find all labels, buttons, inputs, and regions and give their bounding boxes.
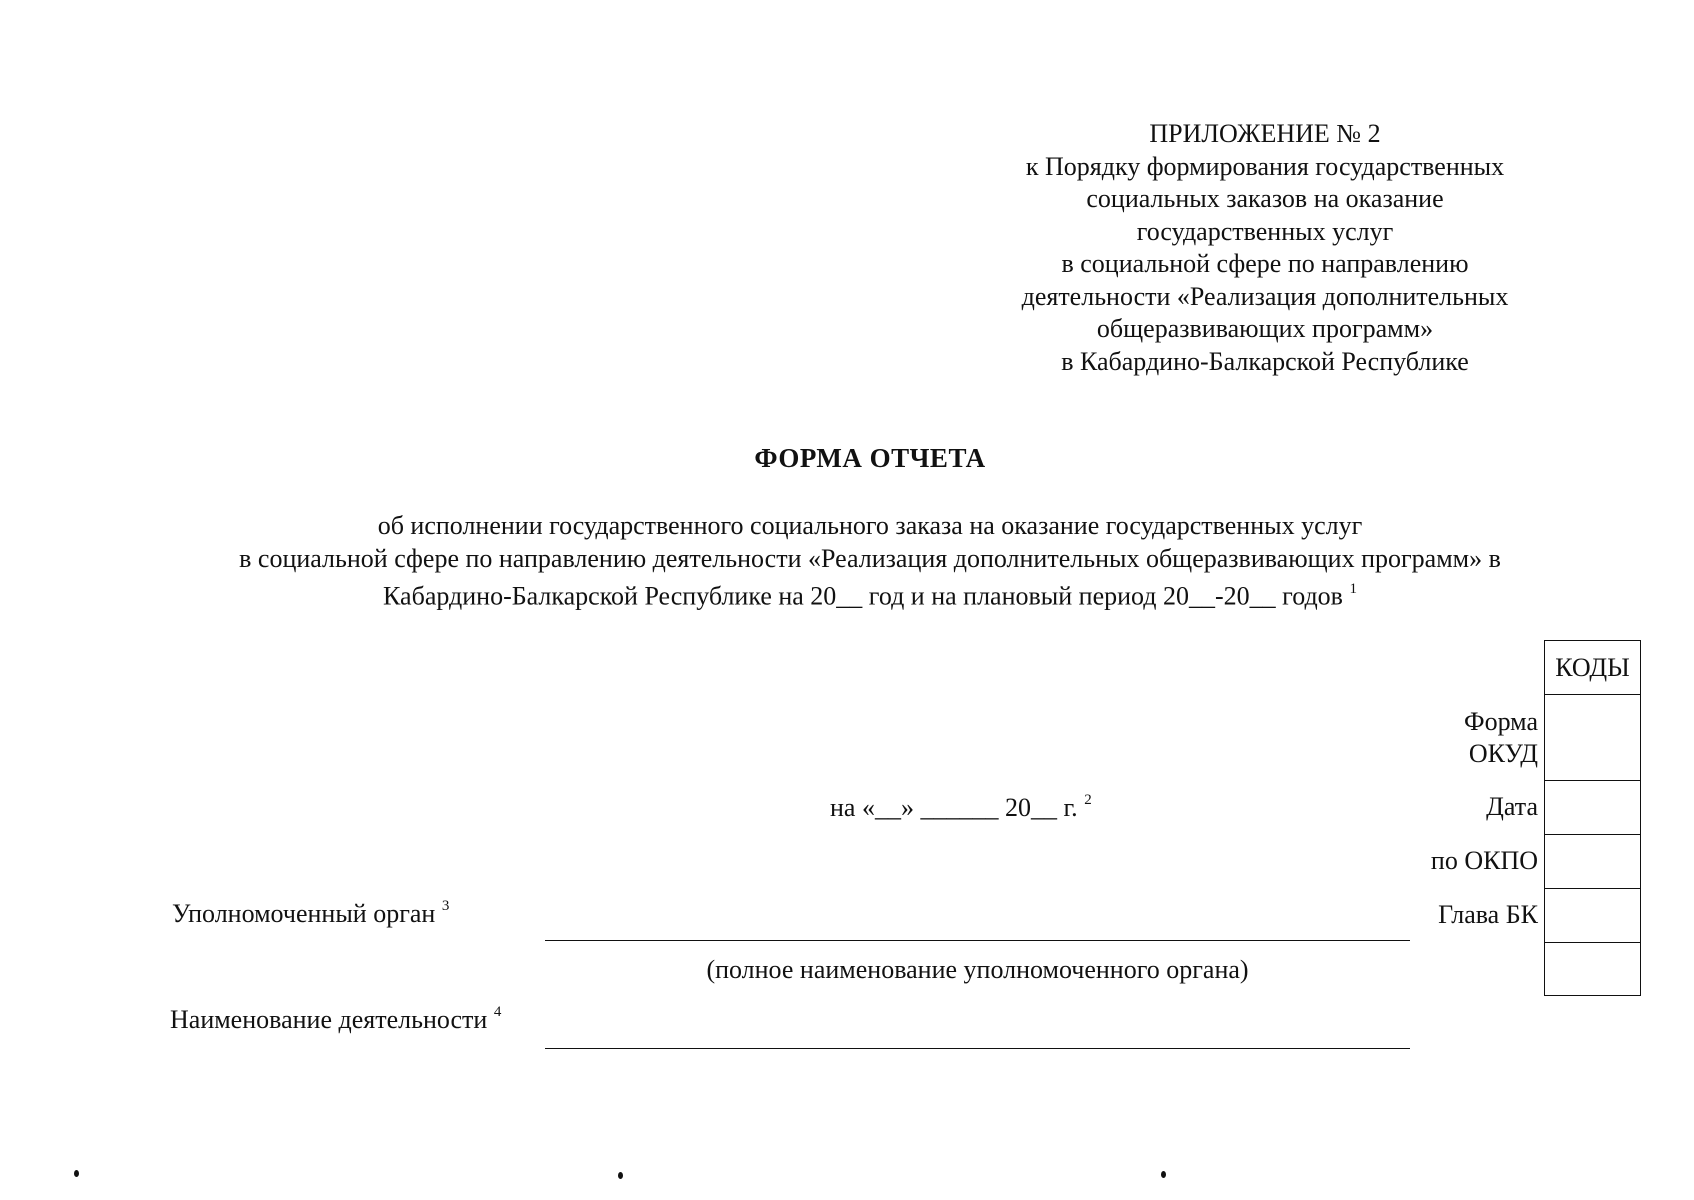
authorized-body-field[interactable]: [545, 940, 1410, 941]
authorized-body-label-text: Уполномоченный орган: [172, 899, 436, 928]
footnote-marker: 3: [441, 898, 450, 915]
codes-table: [1544, 640, 1641, 996]
code-label-okpo: по ОКПО: [1430, 846, 1538, 875]
code-label-okud-line2: ОКУД: [1468, 739, 1538, 768]
subtitle-line-1: об исполнении государственного социального заказа на оказание государственных услуг: [377, 511, 1363, 540]
footnote-marker: 2: [1084, 792, 1092, 809]
appendix-line: к Порядку формирования государственных: [1025, 151, 1505, 181]
activity-field[interactable]: [545, 1048, 1410, 1049]
code-cell-date[interactable]: [1545, 780, 1640, 834]
report-date-text: на «__» ______ 20__ г.: [830, 793, 1078, 822]
scan-dot: [1161, 1171, 1166, 1178]
code-label-okud-line1: Форма: [1464, 707, 1538, 736]
code-cell-okpo[interactable]: [1545, 834, 1640, 888]
code-cell-bk[interactable]: [1545, 888, 1640, 942]
footnote-marker: 4: [493, 1004, 502, 1021]
appendix-line: государственных услуг: [1136, 216, 1394, 246]
activity-label-text: Наименование деятельности: [170, 1005, 488, 1034]
form-title: ФОРМА ОТЧЕТА: [754, 443, 986, 473]
report-date-line: [830, 793, 1092, 823]
subtitle-line-2: в социальной сфере по направлению деятельности «Реализация дополнительных общеразвивающих программ» в: [239, 543, 1501, 573]
footnote-marker: 1: [1349, 581, 1357, 597]
authorized-body-label: [172, 899, 449, 929]
code-label-date: Дата: [1486, 792, 1538, 821]
appendix-line: общеразвивающих программ»: [1096, 314, 1434, 343]
appendix-line: деятельности «Реализация дополнительных: [1021, 281, 1509, 311]
appendix-header: [960, 118, 1570, 378]
code-label-bk: Глава БК: [1438, 900, 1538, 929]
code-cell-okud[interactable]: [1545, 694, 1640, 780]
appendix-line: ПРИЛОЖЕНИЕ № 2: [1149, 119, 1381, 148]
code-cell-extra[interactable]: [1545, 942, 1640, 995]
activity-label: [170, 1005, 501, 1035]
scan-dot: [74, 1170, 79, 1177]
authorized-body-caption: (полное наименование уполномоченного органа): [706, 955, 1249, 984]
appendix-line: в социальной сфере по направлению: [1061, 249, 1469, 278]
appendix-line: в Кабардино-Балкарской Республике: [1061, 346, 1469, 376]
form-subtitle: [0, 510, 1694, 613]
subtitle-line-3: [0, 575, 1694, 613]
appendix-line: социальных заказов на оказание: [1086, 184, 1444, 213]
code-label-okud: [1464, 706, 1538, 770]
codes-header: КОДЫ: [1555, 653, 1630, 682]
subtitle-line-3-text: Кабардино-Балкарской Республике на 20__ год и на плановый период 20__-20__ годов: [383, 581, 1343, 611]
scan-dot: [618, 1172, 623, 1179]
